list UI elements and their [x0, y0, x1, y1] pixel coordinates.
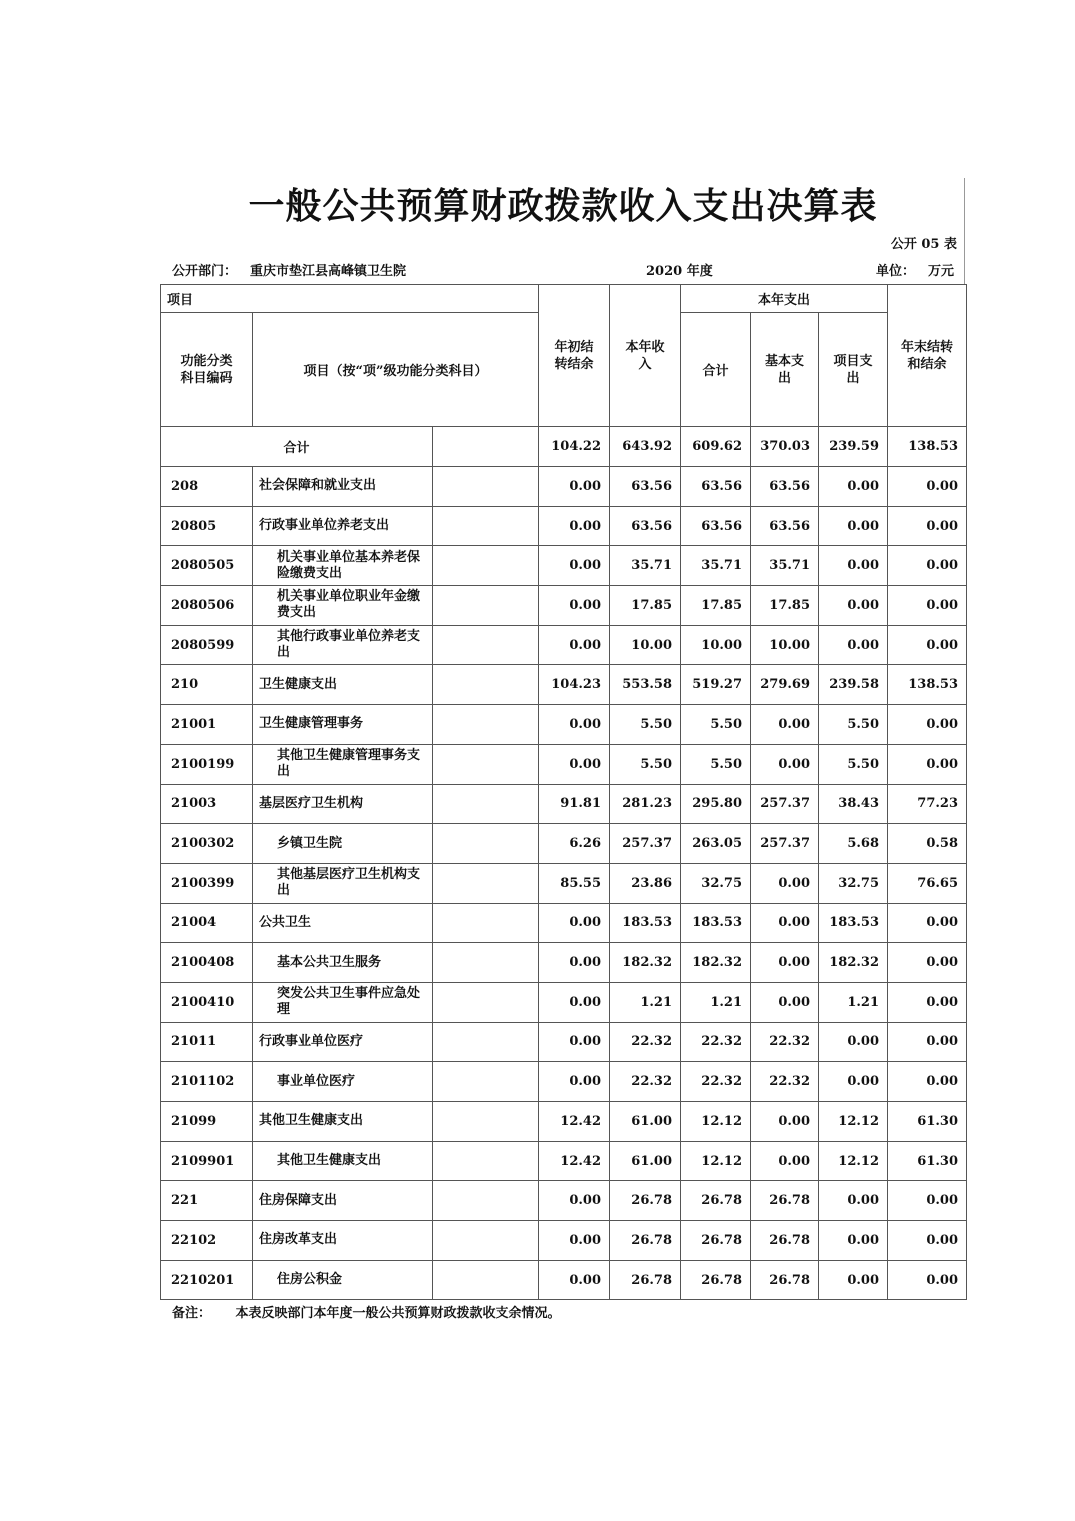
row-code: 2100302 — [161, 824, 253, 864]
row-project-exp: 0.00 — [819, 1181, 888, 1221]
table-row — [161, 467, 967, 507]
empty-cell — [433, 705, 539, 745]
total-row — [161, 427, 967, 467]
row-basic: 26.78 — [751, 1181, 819, 1221]
row-end-balance: 0.00 — [888, 1062, 967, 1102]
row-code: 210 — [161, 665, 253, 705]
unit-value: 万元 — [928, 264, 955, 279]
table-row — [161, 665, 967, 705]
row-end-balance: 0.00 — [888, 1181, 967, 1221]
table-row — [161, 863, 967, 903]
row-expense-total: 12.12 — [681, 1141, 751, 1181]
row-end-balance: 0.00 — [888, 943, 967, 983]
empty-cell — [433, 784, 539, 824]
row-project-exp: 0.00 — [819, 586, 888, 626]
table-body — [161, 285, 967, 1300]
row-basic: 26.78 — [751, 1221, 819, 1261]
unit-label: 单位： — [876, 264, 916, 279]
row-project-exp: 0.00 — [819, 1221, 888, 1261]
row-begin-balance: 91.81 — [539, 784, 610, 824]
row-income: 26.78 — [610, 1221, 681, 1261]
empty-cell — [433, 1221, 539, 1261]
row-name: 突发公共卫生事件应急处理 — [253, 982, 433, 1022]
dept-label: 公开部门： — [172, 264, 238, 279]
empty-cell — [433, 586, 539, 626]
row-income: 553.58 — [610, 665, 681, 705]
row-name: 事业单位医疗 — [253, 1062, 433, 1102]
row-end-balance: 0.00 — [888, 1221, 967, 1261]
table-row — [161, 625, 967, 665]
table-row — [161, 1141, 967, 1181]
row-begin-balance: 104.23 — [539, 665, 610, 705]
row-name: 其他行政事业单位养老支出 — [253, 625, 433, 665]
row-expense-total: 183.53 — [681, 903, 751, 943]
row-income: 5.50 — [610, 705, 681, 745]
row-project-exp: 182.32 — [819, 943, 888, 983]
row-basic: 26.78 — [751, 1260, 819, 1300]
header-project-name: 项目（按“项”级功能分类科目） — [253, 313, 539, 427]
header-begin-balance: 年初结转结余 — [539, 285, 610, 427]
empty-cell — [433, 1141, 539, 1181]
row-name: 住房公积金 — [253, 1260, 433, 1300]
row-basic: 0.00 — [751, 903, 819, 943]
row-expense-total: 32.75 — [681, 863, 751, 903]
row-name: 卫生健康支出 — [253, 665, 433, 705]
table-row — [161, 943, 967, 983]
table-row — [161, 546, 967, 586]
row-basic: 257.37 — [751, 824, 819, 864]
empty-cell — [433, 863, 539, 903]
table-row — [161, 824, 967, 864]
row-expense-total: 519.27 — [681, 665, 751, 705]
row-code: 21003 — [161, 784, 253, 824]
total-project-exp: 239.59 — [819, 427, 888, 467]
row-end-balance: 0.00 — [888, 1022, 967, 1062]
total-income: 643.92 — [610, 427, 681, 467]
row-expense-total: 26.78 — [681, 1221, 751, 1261]
row-expense-total: 22.32 — [681, 1062, 751, 1102]
row-project-exp: 0.00 — [819, 1022, 888, 1062]
row-project-exp: 1.21 — [819, 982, 888, 1022]
row-end-balance: 0.58 — [888, 824, 967, 864]
empty-cell — [433, 824, 539, 864]
header-total: 合计 — [681, 313, 751, 427]
row-basic: 0.00 — [751, 1141, 819, 1181]
row-name: 卫生健康管理事务 — [253, 705, 433, 745]
header-expense-group: 本年支出 — [681, 285, 888, 313]
row-code: 21001 — [161, 705, 253, 745]
row-begin-balance: 12.42 — [539, 1141, 610, 1181]
row-expense-total: 10.00 — [681, 625, 751, 665]
row-code: 2210201 — [161, 1260, 253, 1300]
row-code: 2080506 — [161, 586, 253, 626]
row-expense-total: 5.50 — [681, 744, 751, 784]
footer-note — [172, 1302, 561, 1321]
row-name: 住房改革支出 — [253, 1221, 433, 1261]
total-expense: 609.62 — [681, 427, 751, 467]
row-end-balance: 0.00 — [888, 705, 967, 745]
row-begin-balance: 0.00 — [539, 943, 610, 983]
row-project-exp: 0.00 — [819, 1260, 888, 1300]
row-project-exp: 239.58 — [819, 665, 888, 705]
row-begin-balance: 0.00 — [539, 903, 610, 943]
header-project: 项目 — [161, 285, 539, 313]
row-code: 2109901 — [161, 1141, 253, 1181]
row-code: 2080599 — [161, 625, 253, 665]
row-expense-total: 63.56 — [681, 506, 751, 546]
row-income: 1.21 — [610, 982, 681, 1022]
empty-cell — [433, 982, 539, 1022]
row-expense-total: 5.50 — [681, 705, 751, 745]
row-basic: 35.71 — [751, 546, 819, 586]
row-code: 20805 — [161, 506, 253, 546]
row-expense-total: 63.56 — [681, 467, 751, 507]
row-expense-total: 182.32 — [681, 943, 751, 983]
table-row — [161, 506, 967, 546]
row-begin-balance: 85.55 — [539, 863, 610, 903]
row-expense-total: 22.32 — [681, 1022, 751, 1062]
row-begin-balance: 0.00 — [539, 546, 610, 586]
header-func-code: 功能分类科目编码 — [161, 313, 253, 427]
row-end-balance: 61.30 — [888, 1102, 967, 1142]
row-expense-total: 17.85 — [681, 586, 751, 626]
empty-cell — [433, 546, 539, 586]
row-project-exp: 0.00 — [819, 625, 888, 665]
row-name: 其他卫生健康支出 — [253, 1102, 433, 1142]
row-code: 2100408 — [161, 943, 253, 983]
row-expense-total: 26.78 — [681, 1181, 751, 1221]
row-income: 23.86 — [610, 863, 681, 903]
row-income: 26.78 — [610, 1260, 681, 1300]
form-number: 公开 05 表 — [890, 237, 957, 252]
empty-cell — [433, 665, 539, 705]
row-end-balance: 76.65 — [888, 863, 967, 903]
row-name: 住房保障支出 — [253, 1181, 433, 1221]
row-code: 21011 — [161, 1022, 253, 1062]
row-name: 公共卫生 — [253, 903, 433, 943]
table-row — [161, 784, 967, 824]
total-label: 合计 — [161, 427, 433, 467]
row-name: 社会保障和就业支出 — [253, 467, 433, 507]
table-row — [161, 1102, 967, 1142]
row-end-balance: 0.00 — [888, 903, 967, 943]
row-name: 行政事业单位医疗 — [253, 1022, 433, 1062]
row-code: 2101102 — [161, 1062, 253, 1102]
row-expense-total: 35.71 — [681, 546, 751, 586]
row-name: 机关事业单位职业年金缴费支出 — [253, 586, 433, 626]
budget-table — [160, 284, 967, 1300]
row-code: 221 — [161, 1181, 253, 1221]
row-code: 2100199 — [161, 744, 253, 784]
row-income: 257.37 — [610, 824, 681, 864]
total-end-balance: 138.53 — [888, 427, 967, 467]
header-basic: 基本支出 — [751, 313, 819, 427]
row-begin-balance: 0.00 — [539, 1260, 610, 1300]
empty-cell — [433, 1102, 539, 1142]
row-basic: 0.00 — [751, 982, 819, 1022]
empty-cell — [433, 903, 539, 943]
row-expense-total: 26.78 — [681, 1260, 751, 1300]
row-begin-balance: 0.00 — [539, 1181, 610, 1221]
row-basic: 257.37 — [751, 784, 819, 824]
row-code: 2080505 — [161, 546, 253, 586]
header-project-exp: 项目支出 — [819, 313, 888, 427]
row-basic: 63.56 — [751, 467, 819, 507]
header-end-balance: 年末结转和结余 — [888, 285, 967, 427]
row-end-balance: 0.00 — [888, 1260, 967, 1300]
row-project-exp: 0.00 — [819, 467, 888, 507]
row-begin-balance: 0.00 — [539, 586, 610, 626]
row-project-exp: 5.50 — [819, 705, 888, 745]
row-basic: 17.85 — [751, 586, 819, 626]
table-row — [161, 1260, 967, 1300]
row-name: 基本公共卫生服务 — [253, 943, 433, 983]
table-row — [161, 1062, 967, 1102]
row-project-exp: 183.53 — [819, 903, 888, 943]
row-name: 其他基层医疗卫生机构支出 — [253, 863, 433, 903]
row-income: 22.32 — [610, 1022, 681, 1062]
row-code: 22102 — [161, 1221, 253, 1261]
row-basic: 0.00 — [751, 863, 819, 903]
row-income: 61.00 — [610, 1141, 681, 1181]
row-begin-balance: 0.00 — [539, 982, 610, 1022]
row-name: 其他卫生健康管理事务支出 — [253, 744, 433, 784]
row-expense-total: 12.12 — [681, 1102, 751, 1142]
row-income: 35.71 — [610, 546, 681, 586]
page-title: 一般公共预算财政拨款收入支出决算表 — [248, 186, 878, 227]
row-begin-balance: 0.00 — [539, 1221, 610, 1261]
row-income: 63.56 — [610, 467, 681, 507]
footer-text: 本表反映部门本年度一般公共预算财政拨款收支余情况。 — [235, 1306, 561, 1321]
table-row — [161, 982, 967, 1022]
row-income: 17.85 — [610, 586, 681, 626]
row-begin-balance: 0.00 — [539, 744, 610, 784]
row-begin-balance: 0.00 — [539, 467, 610, 507]
row-project-exp: 12.12 — [819, 1141, 888, 1181]
row-project-exp: 0.00 — [819, 1062, 888, 1102]
row-basic: 0.00 — [751, 1102, 819, 1142]
row-income: 22.32 — [610, 1062, 681, 1102]
empty-cell — [433, 744, 539, 784]
row-basic: 10.00 — [751, 625, 819, 665]
row-end-balance: 0.00 — [888, 744, 967, 784]
row-end-balance: 61.30 — [888, 1141, 967, 1181]
row-project-exp: 12.12 — [819, 1102, 888, 1142]
row-basic: 279.69 — [751, 665, 819, 705]
row-income: 183.53 — [610, 903, 681, 943]
row-basic: 63.56 — [751, 506, 819, 546]
row-begin-balance: 0.00 — [539, 506, 610, 546]
table-row — [161, 705, 967, 745]
empty-cell — [433, 427, 539, 467]
row-code: 208 — [161, 467, 253, 507]
row-basic: 0.00 — [751, 705, 819, 745]
row-expense-total: 295.80 — [681, 784, 751, 824]
row-begin-balance: 6.26 — [539, 824, 610, 864]
row-code: 21099 — [161, 1102, 253, 1142]
row-project-exp: 32.75 — [819, 863, 888, 903]
row-basic: 0.00 — [751, 744, 819, 784]
row-project-exp: 0.00 — [819, 546, 888, 586]
table-row — [161, 744, 967, 784]
row-basic: 22.32 — [751, 1022, 819, 1062]
row-project-exp: 5.68 — [819, 824, 888, 864]
table-row — [161, 1022, 967, 1062]
header-income: 本年收入 — [610, 285, 681, 427]
row-begin-balance: 0.00 — [539, 705, 610, 745]
empty-cell — [433, 943, 539, 983]
row-name: 机关事业单位基本养老保险缴费支出 — [253, 546, 433, 586]
fiscal-year: 2020 年度 — [646, 264, 713, 279]
row-expense-total: 263.05 — [681, 824, 751, 864]
table-row — [161, 586, 967, 626]
dept-name: 重庆市垫江县高峰镇卫生院 — [250, 264, 407, 279]
empty-cell — [433, 506, 539, 546]
row-income: 26.78 — [610, 1181, 681, 1221]
empty-cell — [433, 1062, 539, 1102]
row-income: 182.32 — [610, 943, 681, 983]
row-end-balance: 0.00 — [888, 546, 967, 586]
footer-label: 备注： — [172, 1306, 212, 1321]
row-income: 63.56 — [610, 506, 681, 546]
row-project-exp: 5.50 — [819, 744, 888, 784]
row-name: 乡镇卫生院 — [253, 824, 433, 864]
row-begin-balance: 12.42 — [539, 1102, 610, 1142]
row-end-balance: 77.23 — [888, 784, 967, 824]
row-code: 2100399 — [161, 863, 253, 903]
row-begin-balance: 0.00 — [539, 1022, 610, 1062]
row-expense-total: 1.21 — [681, 982, 751, 1022]
row-end-balance: 0.00 — [888, 625, 967, 665]
empty-cell — [433, 467, 539, 507]
row-end-balance: 0.00 — [888, 982, 967, 1022]
row-end-balance: 0.00 — [888, 506, 967, 546]
row-name: 基层医疗卫生机构 — [253, 784, 433, 824]
empty-cell — [433, 1022, 539, 1062]
row-begin-balance: 0.00 — [539, 1062, 610, 1102]
row-name: 其他卫生健康支出 — [253, 1141, 433, 1181]
row-project-exp: 38.43 — [819, 784, 888, 824]
row-end-balance: 138.53 — [888, 665, 967, 705]
row-basic: 22.32 — [751, 1062, 819, 1102]
empty-cell — [433, 1260, 539, 1300]
table-row — [161, 903, 967, 943]
row-income: 10.00 — [610, 625, 681, 665]
row-basic: 0.00 — [751, 943, 819, 983]
row-project-exp: 0.00 — [819, 506, 888, 546]
row-code: 21004 — [161, 903, 253, 943]
table-row — [161, 1181, 967, 1221]
row-income: 281.23 — [610, 784, 681, 824]
table-row — [161, 1221, 967, 1261]
row-income: 61.00 — [610, 1102, 681, 1142]
row-income: 5.50 — [610, 744, 681, 784]
empty-cell — [433, 1181, 539, 1221]
row-name: 行政事业单位养老支出 — [253, 506, 433, 546]
total-begin-balance: 104.22 — [539, 427, 610, 467]
page-border-line — [964, 178, 965, 284]
total-basic: 370.03 — [751, 427, 819, 467]
row-end-balance: 0.00 — [888, 467, 967, 507]
row-begin-balance: 0.00 — [539, 625, 610, 665]
row-end-balance: 0.00 — [888, 586, 967, 626]
row-code: 2100410 — [161, 982, 253, 1022]
empty-cell — [433, 625, 539, 665]
